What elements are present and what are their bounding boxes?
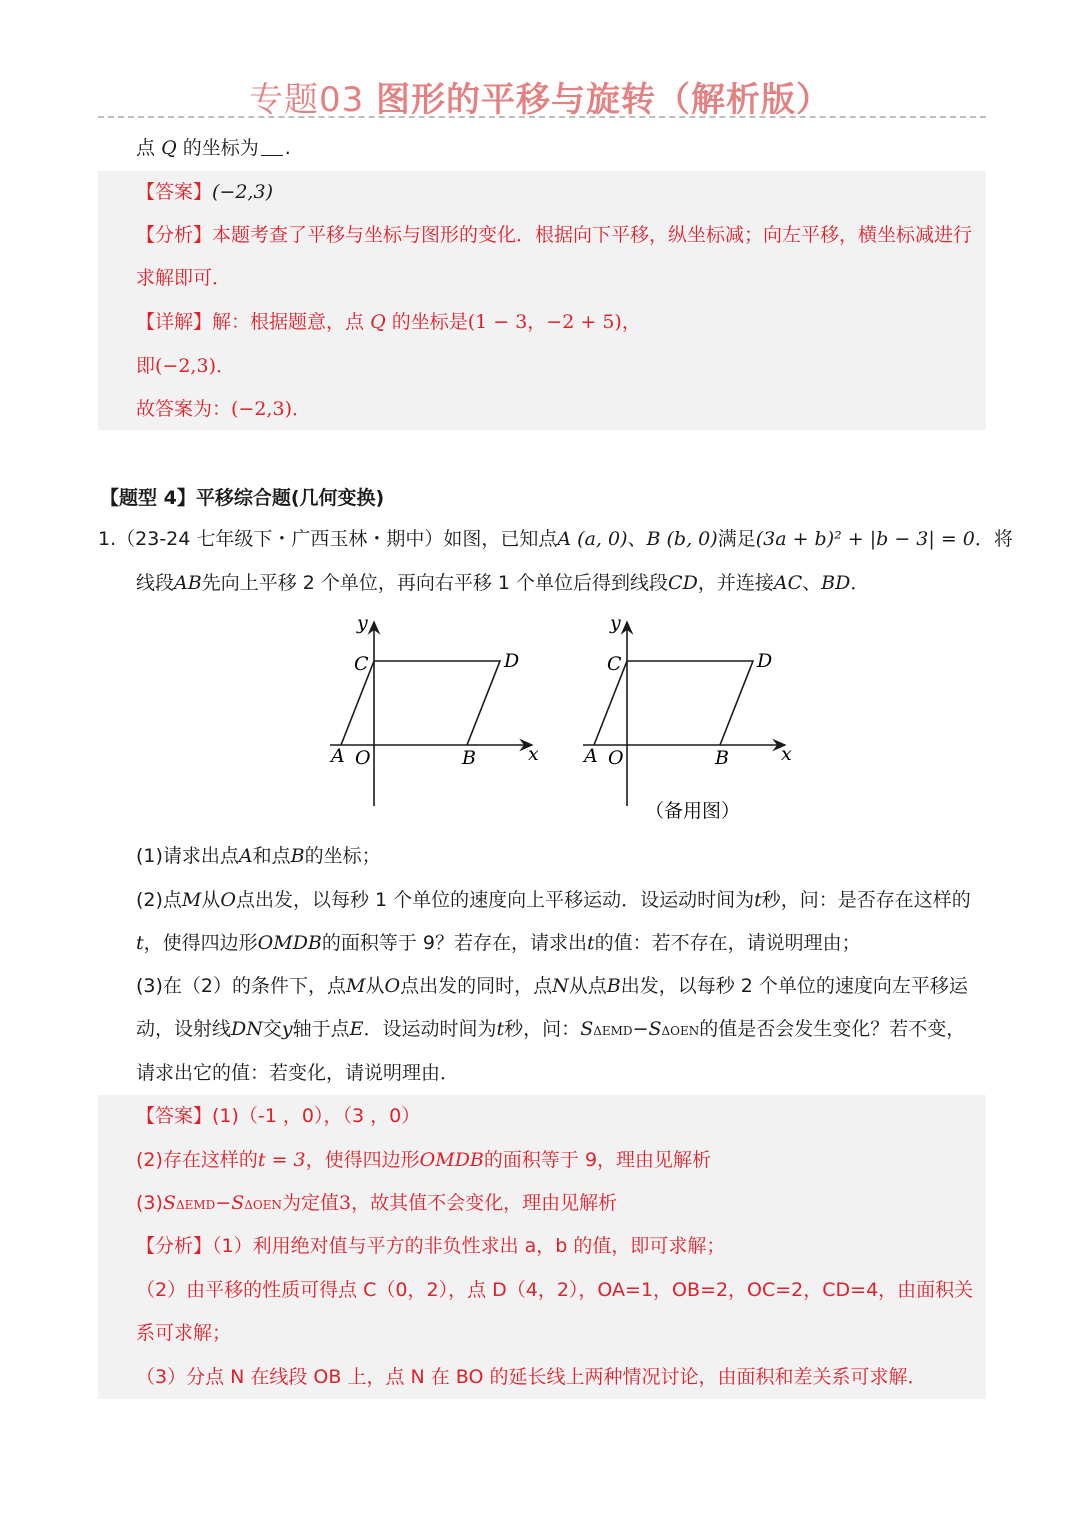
answer1-ji: 即(−2,3)． — [136, 355, 235, 377]
question1-line1: 1.（23-24 七年级下・广西玉林・期中）如图，已知点A (a, 0)、B (b, 0)满足(3a + b)² + |b − 3| = 0．将 — [98, 528, 1013, 550]
prev-question-tail: 点 Q 的坐标为 . — [136, 137, 291, 159]
label-B: B — [715, 747, 729, 769]
subquestion-3-line1: (3)在（2）的条件下，点M从O点出发的同时，点N从点B出发，以每秒 2 个单位的速度向左平移运 — [136, 975, 968, 997]
label-y: y — [610, 612, 621, 634]
answer2-analysis-1: 【分析】（1）利用绝对值与平方的非负性求出 a，b 的值，即可求解； — [136, 1235, 726, 1257]
page-title — [0, 72, 1080, 121]
answer2-answer-2: (2)存在这样的t = 3，使得四边形OMDB的面积等于 9，理由见解析 — [136, 1149, 712, 1171]
label-C: C — [354, 653, 369, 675]
label-A: A — [331, 745, 345, 767]
label-D: D — [757, 650, 773, 672]
figure-main — [329, 612, 539, 806]
header-divider — [98, 116, 986, 118]
section-title: 【题型 4】平移综合题(几何变换) — [100, 487, 385, 509]
answer1-answer: 【答案】(−2,3) — [136, 181, 273, 203]
answer2-analysis-2: （2）由平移的性质可得点 C（0，2），点 D（4，2），OA=1，OB=2，OC=2，CD=4，由面积关 — [136, 1279, 974, 1301]
title-main: 图形的平移与旋转（解析版） — [376, 80, 832, 120]
subquestion-3-line3: 请求出它的值：若变化，请说明理由． — [136, 1062, 460, 1084]
figure-spare — [582, 612, 792, 822]
figure-caption: （备用图） — [645, 800, 741, 822]
label-B: B — [462, 747, 476, 769]
answer2-analysis-2b: 系可求解； — [136, 1322, 232, 1344]
subquestion-1: (1)请求出点A和点B的坐标； — [136, 845, 381, 867]
label-O: O — [608, 747, 624, 769]
subquestion-2-line1: (2)点M从O点出发，以每秒 1 个单位的速度向上平移运动．设运动时间为t秒，问：是否存在这样的 — [136, 889, 971, 911]
answer1-detail: 【详解】解：根据题意，点 Q 的坐标是(1 − 3，−2 + 5)， — [136, 311, 641, 333]
answer-box-1 — [98, 171, 986, 430]
label-C: C — [607, 653, 622, 675]
label-D: D — [504, 650, 520, 672]
question1-line2: 线段AB先向上平移 2 个单位，再向右平移 1 个单位后得到线段CD，并连接AC、BD． — [136, 572, 870, 594]
answer-blank — [261, 138, 283, 156]
label-A: A — [584, 745, 598, 767]
answer2-answer-1: 【答案】(1)（-1 ，0），（3 ，0） — [136, 1105, 421, 1127]
label-x: x — [528, 743, 539, 765]
answer2-analysis-3: （3）分点 N 在线段 OB 上，点 N 在 BO 的延长线上两种情况讨论，由面积和差关系可求解． — [136, 1366, 927, 1388]
answer1-analysis: 【分析】本题考查了平移与坐标与图形的变化．根据向下平移，纵坐标减；向左平移，横坐标减进行 — [136, 224, 973, 246]
label-y: y — [357, 612, 368, 634]
subquestion-3-line2: 动，设射线DN交y轴于点E．设运动时间为t秒，问：SΔEMD−SΔOEN的值是否会发生变化？若不变， — [136, 1018, 966, 1040]
answer2-answer-3: (3)SΔEMD−SΔOEN为定值3，故其值不会变化，理由见解析 — [136, 1192, 618, 1214]
title-prefix: 专题03 — [248, 80, 365, 120]
answer1-analysis-2: 求解即可． — [136, 267, 232, 289]
answer1-final: 故答案为：(−2,3)． — [136, 398, 311, 420]
subquestion-2-line2: t，使得四边形OMDB的面积等于 9？若存在，请求出t的值：若不存在，请说明理由； — [136, 932, 861, 954]
coordinate-figures — [320, 608, 810, 828]
label-O: O — [355, 747, 371, 769]
label-x: x — [781, 743, 792, 765]
